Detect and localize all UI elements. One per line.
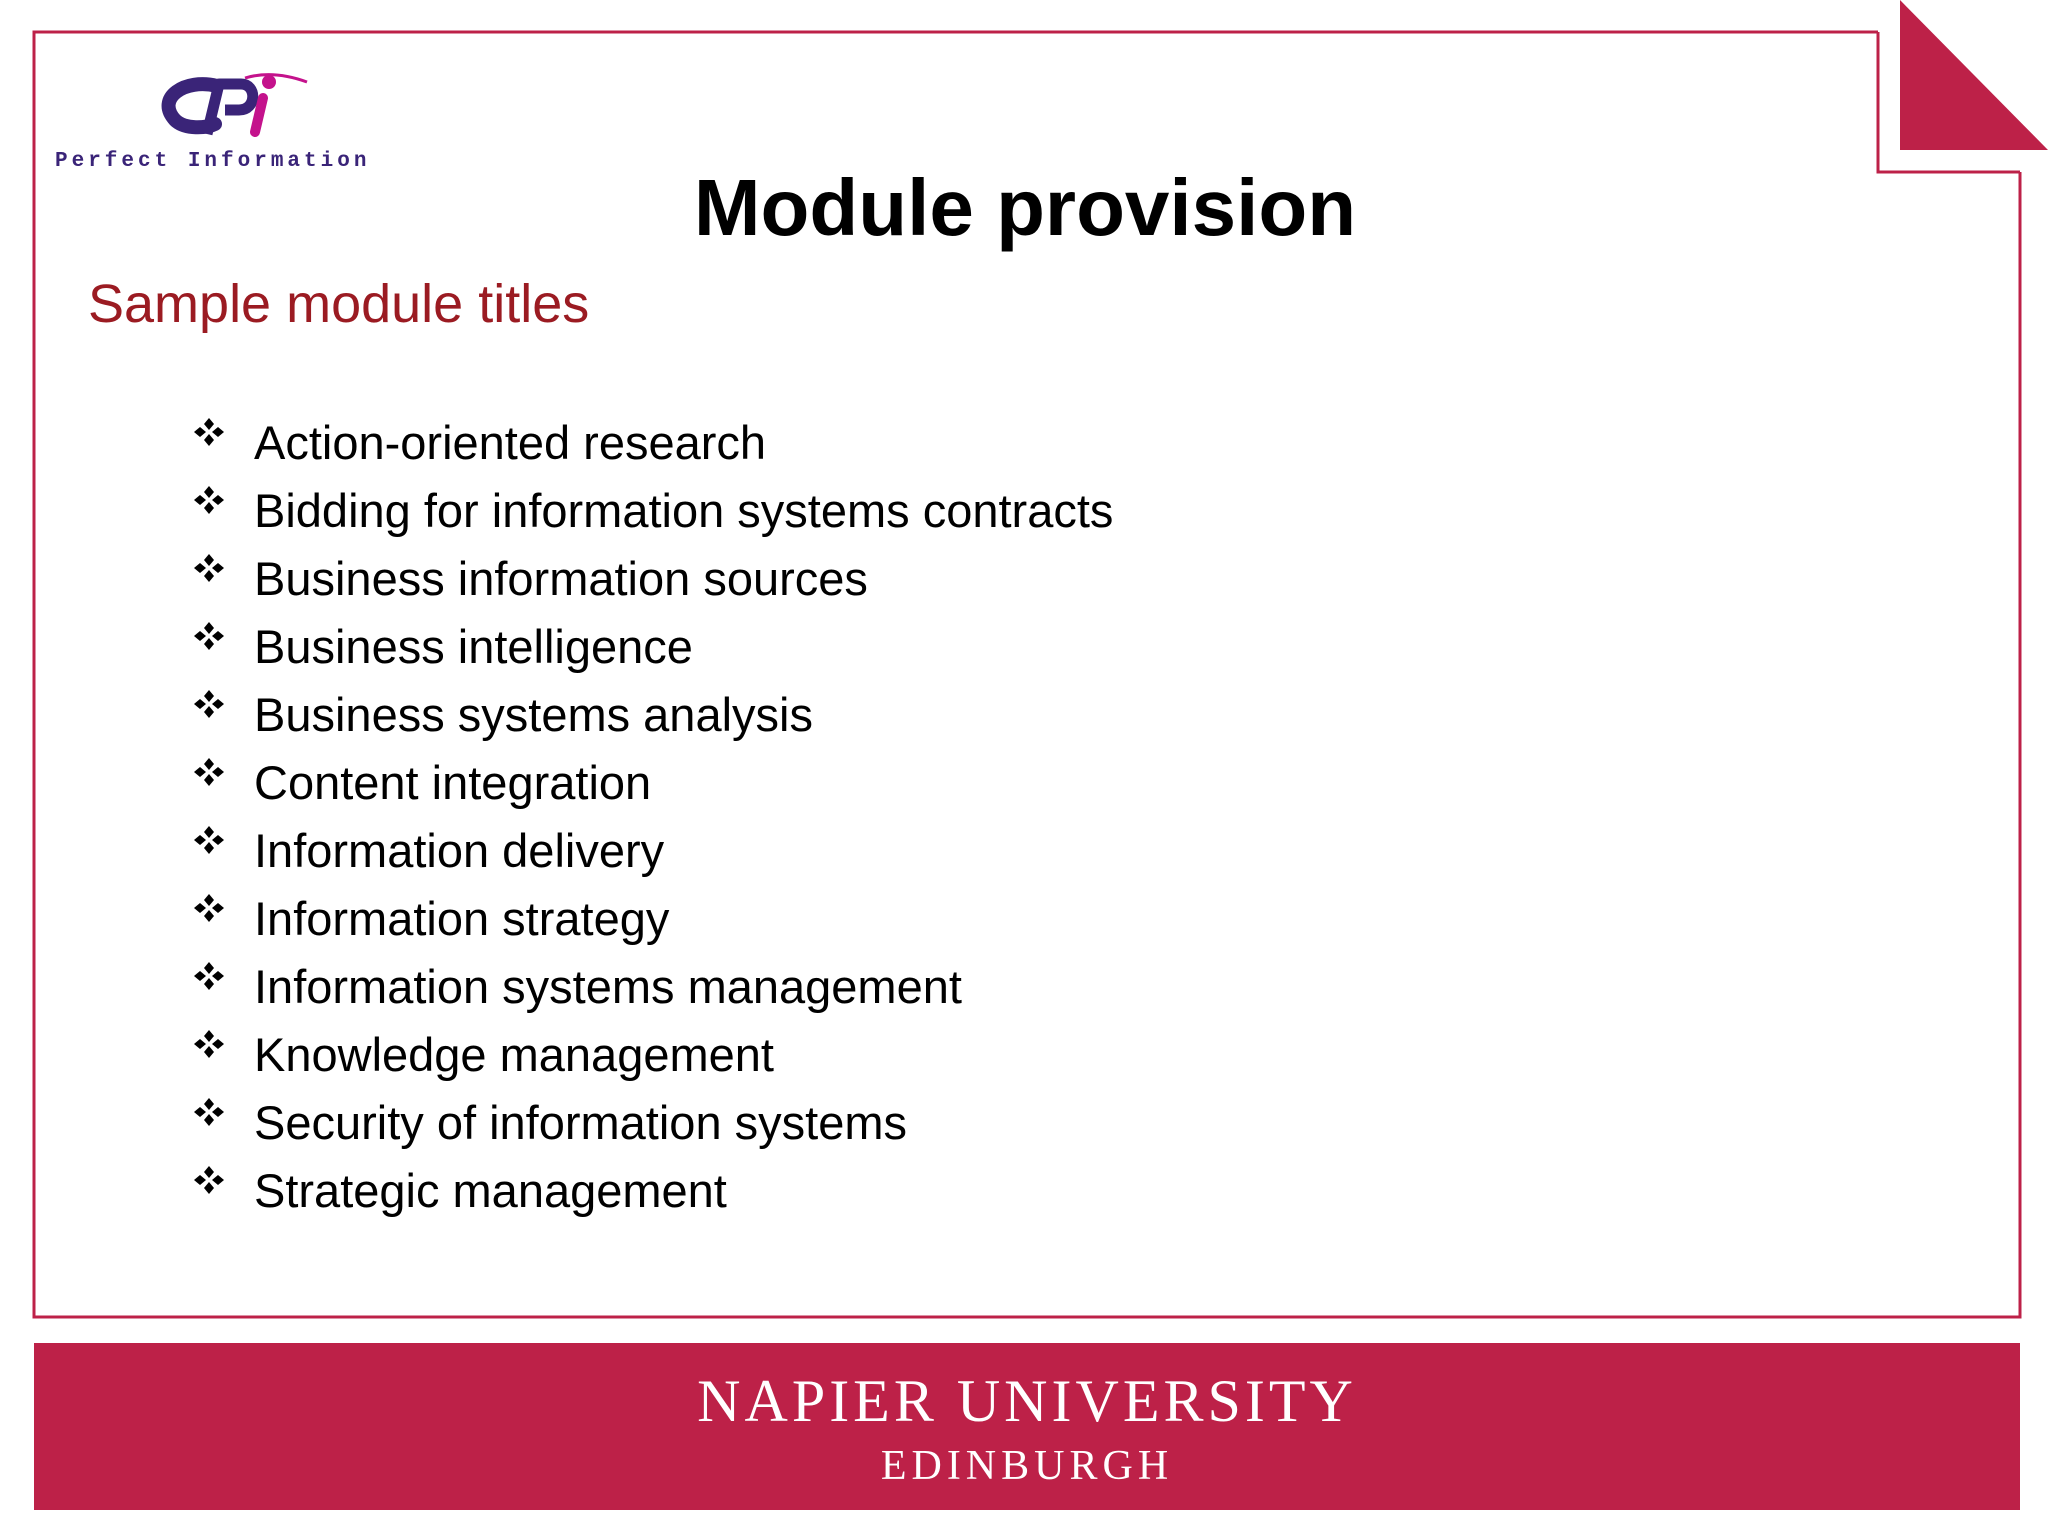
module-title: Information delivery [254, 823, 665, 877]
company-name: Perfect Information [55, 150, 371, 173]
diamond-bullet-icon [192, 1096, 254, 1136]
diamond-bullet-icon [192, 1164, 254, 1204]
list-item [192, 476, 1113, 544]
list-item [192, 544, 1113, 612]
list-item [192, 408, 1113, 476]
list-item [192, 884, 1113, 952]
page-fold-corner [1900, 0, 2048, 150]
module-title: Security of information systems [254, 1095, 907, 1149]
logo-letter-p [207, 84, 253, 134]
perfect-information-logo [55, 68, 375, 188]
logo-i-dot [262, 75, 276, 89]
diamond-bullet-icon [192, 484, 254, 524]
module-title: Information systems management [254, 959, 962, 1013]
university-city: EDINBURGH [880, 1443, 1174, 1489]
list-item [192, 1088, 1113, 1156]
list-item [192, 612, 1113, 680]
module-title: Bidding for information systems contracts [254, 483, 1114, 537]
module-title: Business information sources [254, 551, 868, 605]
module-title: Business intelligence [254, 619, 693, 673]
module-list [192, 408, 1113, 1224]
module-title: Action-oriented research [254, 415, 767, 469]
university-name: NAPIER UNIVERSITY [697, 1368, 1357, 1434]
module-title: Content integration [254, 755, 652, 809]
module-title: Business systems analysis [254, 687, 813, 741]
diamond-bullet-icon [192, 620, 254, 660]
pi-logo-mark [145, 68, 325, 148]
diamond-bullet-icon [192, 416, 254, 456]
diamond-bullet-icon [192, 892, 254, 932]
list-item [192, 952, 1113, 1020]
diamond-bullet-icon [192, 756, 254, 796]
diamond-bullet-icon [192, 552, 254, 592]
diamond-bullet-icon [192, 688, 254, 728]
section-subtitle: Sample module titles [88, 274, 590, 334]
diamond-bullet-icon [192, 960, 254, 1000]
diamond-bullet-icon [192, 1028, 254, 1068]
diamond-bullet-icon [192, 824, 254, 864]
list-item [192, 1020, 1113, 1088]
page-title: Module provision [693, 163, 1357, 252]
logo-accent-line [245, 75, 307, 82]
list-item [192, 816, 1113, 884]
module-title: Strategic management [254, 1163, 727, 1217]
module-title: Knowledge management [254, 1027, 774, 1081]
list-item [192, 748, 1113, 816]
module-title: Information strategy [254, 891, 670, 945]
list-item [192, 1156, 1113, 1224]
list-item [192, 680, 1113, 748]
university-banner [34, 1343, 2020, 1510]
